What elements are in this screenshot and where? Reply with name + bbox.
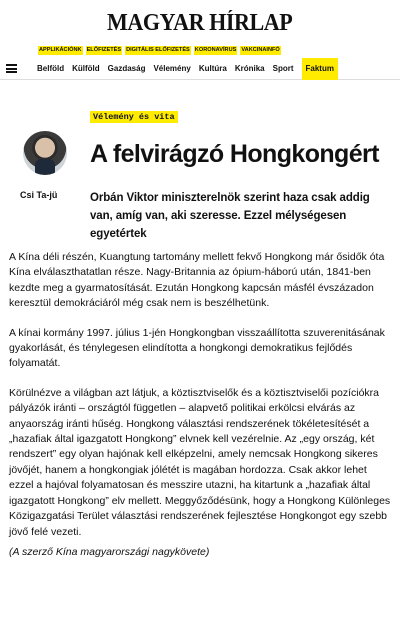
nav-item-belfold[interactable]: Belföld (37, 64, 65, 73)
quicklink-digital-subscription[interactable]: DIGITÁLIS ELŐFIZETÉS (126, 47, 190, 53)
article-lead: Orbán Viktor miniszterelnök szerint haza csak addig van, amíg van, aki szeresse. Ezzel mélységesen egyetértek (90, 192, 370, 240)
nav-item-sport[interactable]: Sport (272, 64, 294, 73)
article-paragraph: A Kína déli részén, Kuangtung tartomány mellett fekvő Hongkong már ősidők óta Kína elválaszthatatlan része. Nagy-Britannia az ópium-háború után, 1841-ben kezdte meg a gyarmatosítását. Ezután Hongkong kapcsán másfél évszázadon keresztül demokráciáról még csak nem is beszélhetünk. (9, 251, 385, 310)
quicklink-app[interactable]: APPLIKÁCIÓNK (39, 47, 82, 53)
author-avatar (23, 131, 67, 175)
author-name[interactable]: Csi Ta-jü (20, 190, 58, 200)
nav-items (37, 58, 338, 80)
category-badge[interactable]: Vélemény és vita (90, 111, 178, 123)
nav-item-faktum[interactable]: Faktum (302, 58, 338, 80)
site-logo[interactable]: MAGYAR HÍRLAP (107, 10, 293, 36)
nav-item-gazdasag[interactable]: Gazdaság (107, 64, 146, 73)
masthead (0, 10, 400, 36)
menu-icon[interactable] (6, 64, 17, 73)
article-body (9, 250, 393, 574)
main-nav (0, 58, 400, 80)
nav-item-kulfold[interactable]: Külföld (72, 64, 100, 73)
article-title: A felvirágzó Hongkongért (90, 140, 379, 168)
quicklink-coronavirus[interactable]: KORONAVÍRUS (194, 47, 237, 53)
quicklink-subscription[interactable]: ELŐFIZETÉS (86, 47, 122, 53)
nav-item-velemeny[interactable]: Vélemény (153, 64, 191, 73)
author-credit: (A szerző Kína magyarországi nagykövete) (9, 545, 210, 558)
nav-item-kronika[interactable]: Krónika (234, 64, 265, 73)
article-paragraph: Körülnézve a világban azt látjuk, a köztisztviselők és a köztisztviselői pozíciókra pályázók iránti – országtól független – alapvető politikai erkölcsi elvárás az anyaország iránti hűség. Hongkong választási rendszerének tökéletesítését a „hazafiak által igazgatott Hongkong” elvnek kell vezérelnie. Az „egy ország, két rendszert” egy olyan hajónak kell elképzelni, amely nemcsak Hongkong sikeres jövőjét, hanem a hongkongiak jólétét is magában hordozza. Csak akkor lehet ezzel a hajóval folyamatosan és messzire utazni, ha kitartunk a „hazafiak által igazgatott Hongkong” elv mellett. Meggyőződésünk, hogy a Hongkong Különleges Közigazgatási Terület választási rendszerének fejlesztése Hongkongot egy szebb jövő felé vezeti. (9, 386, 391, 538)
quicklink-vaccine-info[interactable]: VAKCINAINFÓ (241, 47, 280, 53)
article-paragraph: A kínai kormány 1997. július 1-jén Hongkongban visszaállította szuverenitásának gyakorlását, és ténylegesen elindította a hongkongi demokratikus fejlődés folyamatát. (9, 326, 385, 370)
nav-item-kultura[interactable]: Kultúra (198, 64, 227, 73)
quicklinks-bar (38, 46, 281, 55)
